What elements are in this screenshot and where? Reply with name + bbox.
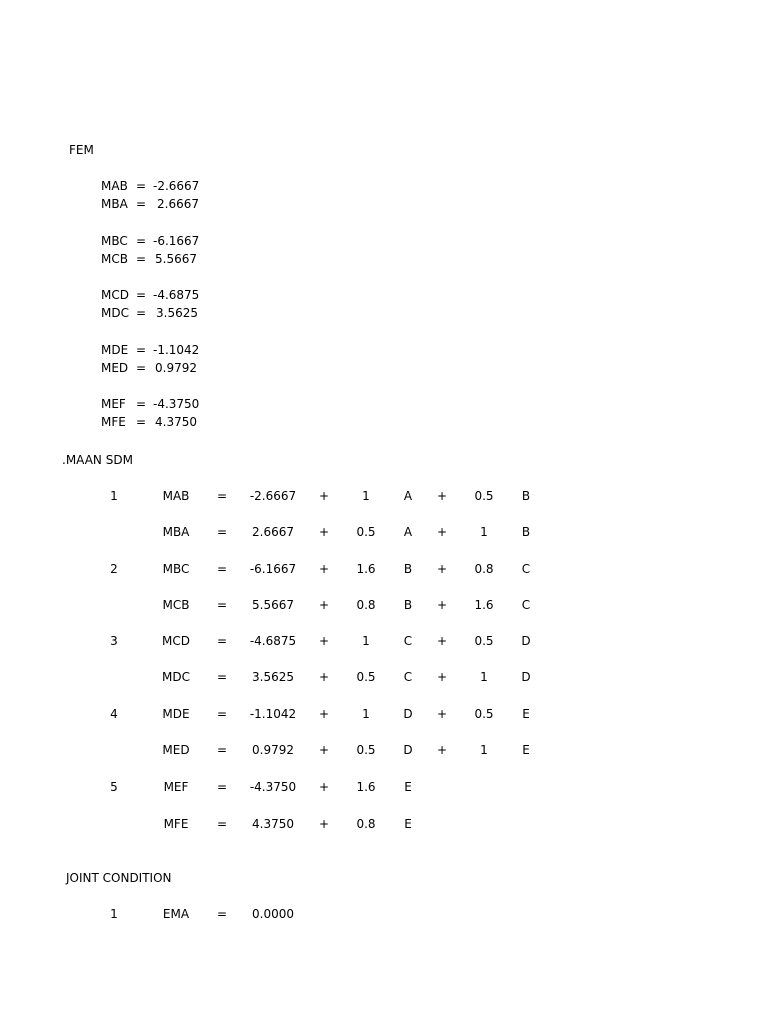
fem-equals: =	[136, 234, 147, 248]
sdm-joint: B	[403, 598, 413, 612]
fem-heading: FEM	[69, 143, 94, 157]
fem-value: -1.1042	[153, 343, 200, 357]
fem-label: MBA	[101, 197, 128, 211]
sdm-joint: C	[403, 634, 413, 648]
fem-value: 2.6667	[157, 197, 199, 211]
sdm-joint: D	[521, 670, 531, 684]
sdm-plus: +	[318, 743, 330, 757]
sdm-plus: +	[436, 562, 448, 576]
sdm-coefficient: 1	[480, 525, 488, 539]
sdm-plus: +	[436, 598, 448, 612]
sdm-row	[0, 634, 768, 650]
sdm-moment-name: MED	[162, 743, 190, 757]
sdm-equals: =	[216, 525, 228, 539]
fem-label: MCD	[101, 288, 129, 302]
sdm-equals: =	[216, 707, 228, 721]
sdm-plus: +	[436, 707, 448, 721]
sdm-equals: =	[216, 562, 228, 576]
sdm-coefficient: 1	[362, 634, 370, 648]
sdm-joint: D	[403, 707, 413, 721]
sdm-plus: +	[436, 489, 448, 503]
sdm-number: 3	[110, 634, 118, 648]
fem-label: MED	[101, 361, 129, 375]
sdm-moment-name: MEF	[163, 780, 189, 794]
sdm-plus: +	[318, 525, 330, 539]
sdm-coefficient: 0.5	[474, 707, 494, 721]
fem-value: -4.3750	[153, 397, 200, 411]
sdm-row	[0, 489, 768, 505]
sdm-row	[0, 598, 768, 614]
sdm-equals: =	[216, 634, 228, 648]
sdm-equals: =	[216, 743, 228, 757]
joint-value: 0.0000	[252, 907, 294, 921]
sdm-fem-value: -6.1667	[249, 562, 297, 576]
sdm-joint: B	[521, 525, 531, 539]
joint-condition-heading: JOINT CONDITION	[66, 871, 172, 885]
sdm-row	[0, 817, 768, 833]
sdm-coefficient: 0.5	[474, 634, 494, 648]
sdm-coefficient: 1.6	[356, 780, 376, 794]
sdm-coefficient: 1	[362, 707, 370, 721]
sdm-plus: +	[318, 780, 330, 794]
joint-number: 1	[110, 907, 118, 921]
sdm-moment-name: MBA	[162, 525, 190, 539]
fem-value: 5.5667	[155, 252, 197, 266]
sdm-plus: +	[318, 489, 330, 503]
sdm-joint: E	[404, 780, 412, 794]
joint-equation-name: EMA	[162, 907, 190, 921]
sdm-plus: +	[318, 817, 330, 831]
sdm-coefficient: 1.6	[356, 562, 376, 576]
sdm-heading: .MAAN SDM	[62, 453, 133, 467]
fem-label: MEF	[101, 397, 126, 411]
sdm-fem-value: 3.5625	[252, 670, 294, 684]
sdm-moment-name: MDE	[162, 707, 190, 721]
sdm-coefficient: 0.5	[356, 525, 376, 539]
sdm-coefficient: 0.8	[356, 598, 376, 612]
sdm-plus: +	[318, 670, 330, 684]
sdm-joint: C	[521, 562, 531, 576]
sdm-row	[0, 525, 768, 541]
sdm-fem-value: -1.1042	[249, 707, 297, 721]
fem-equals: =	[136, 197, 147, 211]
sdm-fem-value: -4.3750	[249, 780, 297, 794]
sdm-fem-value: 2.6667	[252, 525, 294, 539]
sdm-joint: A	[403, 525, 413, 539]
sdm-number: 5	[110, 780, 118, 794]
sdm-coefficient: 1	[480, 670, 488, 684]
sdm-joint: B	[521, 489, 531, 503]
joint-row	[0, 907, 768, 923]
sdm-plus: +	[318, 598, 330, 612]
sdm-row	[0, 707, 768, 723]
sdm-row	[0, 670, 768, 686]
sdm-plus: +	[436, 634, 448, 648]
sdm-joint: C	[403, 670, 413, 684]
sdm-joint: E	[522, 743, 530, 757]
sdm-fem-value: -2.6667	[249, 489, 297, 503]
sdm-fem-value: 4.3750	[252, 817, 294, 831]
sdm-joint: D	[521, 634, 531, 648]
fem-equals: =	[136, 343, 147, 357]
sdm-moment-name: MCB	[162, 598, 190, 612]
sdm-moment-name: MFE	[163, 817, 189, 831]
sdm-equals: =	[216, 489, 228, 503]
sdm-moment-name: MCD	[162, 634, 190, 648]
sdm-equals: =	[216, 780, 228, 794]
fem-equals: =	[136, 415, 147, 429]
fem-value: 0.9792	[155, 361, 197, 375]
sdm-plus: +	[436, 670, 448, 684]
sdm-fem-value: 5.5667	[252, 598, 294, 612]
sdm-joint: B	[403, 562, 413, 576]
sdm-coefficient: 0.5	[356, 670, 376, 684]
sdm-moment-name: MDC	[162, 670, 190, 684]
sdm-coefficient: 1	[480, 743, 488, 757]
sdm-joint: E	[522, 707, 530, 721]
joint-equals: =	[216, 907, 228, 921]
fem-equals: =	[136, 361, 147, 375]
fem-value: 3.5625	[156, 306, 198, 320]
sdm-fem-value: 0.9792	[252, 743, 294, 757]
fem-equals: =	[136, 252, 147, 266]
sdm-moment-name: MAB	[162, 489, 190, 503]
sdm-plus: +	[436, 525, 448, 539]
sdm-coefficient: 0.8	[474, 562, 494, 576]
fem-equals: =	[136, 306, 147, 320]
fem-label: MFE	[101, 415, 126, 429]
fem-value: 4.3750	[155, 415, 197, 429]
sdm-coefficient: 0.8	[356, 817, 376, 831]
sdm-moment-name: MBC	[162, 562, 190, 576]
sdm-equals: =	[216, 670, 228, 684]
sdm-plus: +	[318, 707, 330, 721]
sdm-plus: +	[318, 562, 330, 576]
sdm-joint: A	[403, 489, 413, 503]
sdm-coefficient: 1.6	[474, 598, 494, 612]
fem-equals: =	[136, 397, 147, 411]
sdm-number: 4	[110, 707, 118, 721]
fem-equals: =	[136, 288, 147, 302]
fem-label: MAB	[101, 179, 128, 193]
fem-label: MCB	[101, 252, 128, 266]
sdm-joint: D	[403, 743, 413, 757]
fem-value: -4.6875	[153, 288, 200, 302]
sdm-joint: C	[521, 598, 531, 612]
fem-label: MBC	[101, 234, 128, 248]
sdm-equals: =	[216, 598, 228, 612]
fem-value: -2.6667	[153, 179, 200, 193]
sdm-number: 2	[110, 562, 118, 576]
sdm-coefficient: 1	[362, 489, 370, 503]
sdm-fem-value: -4.6875	[249, 634, 297, 648]
fem-label: MDE	[101, 343, 129, 357]
sdm-plus: +	[436, 743, 448, 757]
sdm-row	[0, 743, 768, 759]
sdm-coefficient: 0.5	[474, 489, 494, 503]
sdm-plus: +	[318, 634, 330, 648]
sdm-row	[0, 562, 768, 578]
sdm-equals: =	[216, 817, 228, 831]
fem-label: MDC	[101, 306, 129, 320]
fem-equals: =	[136, 179, 147, 193]
sdm-joint: E	[404, 817, 412, 831]
fem-value: -6.1667	[153, 234, 200, 248]
sdm-row	[0, 780, 768, 796]
sdm-coefficient: 0.5	[356, 743, 376, 757]
sdm-number: 1	[110, 489, 118, 503]
